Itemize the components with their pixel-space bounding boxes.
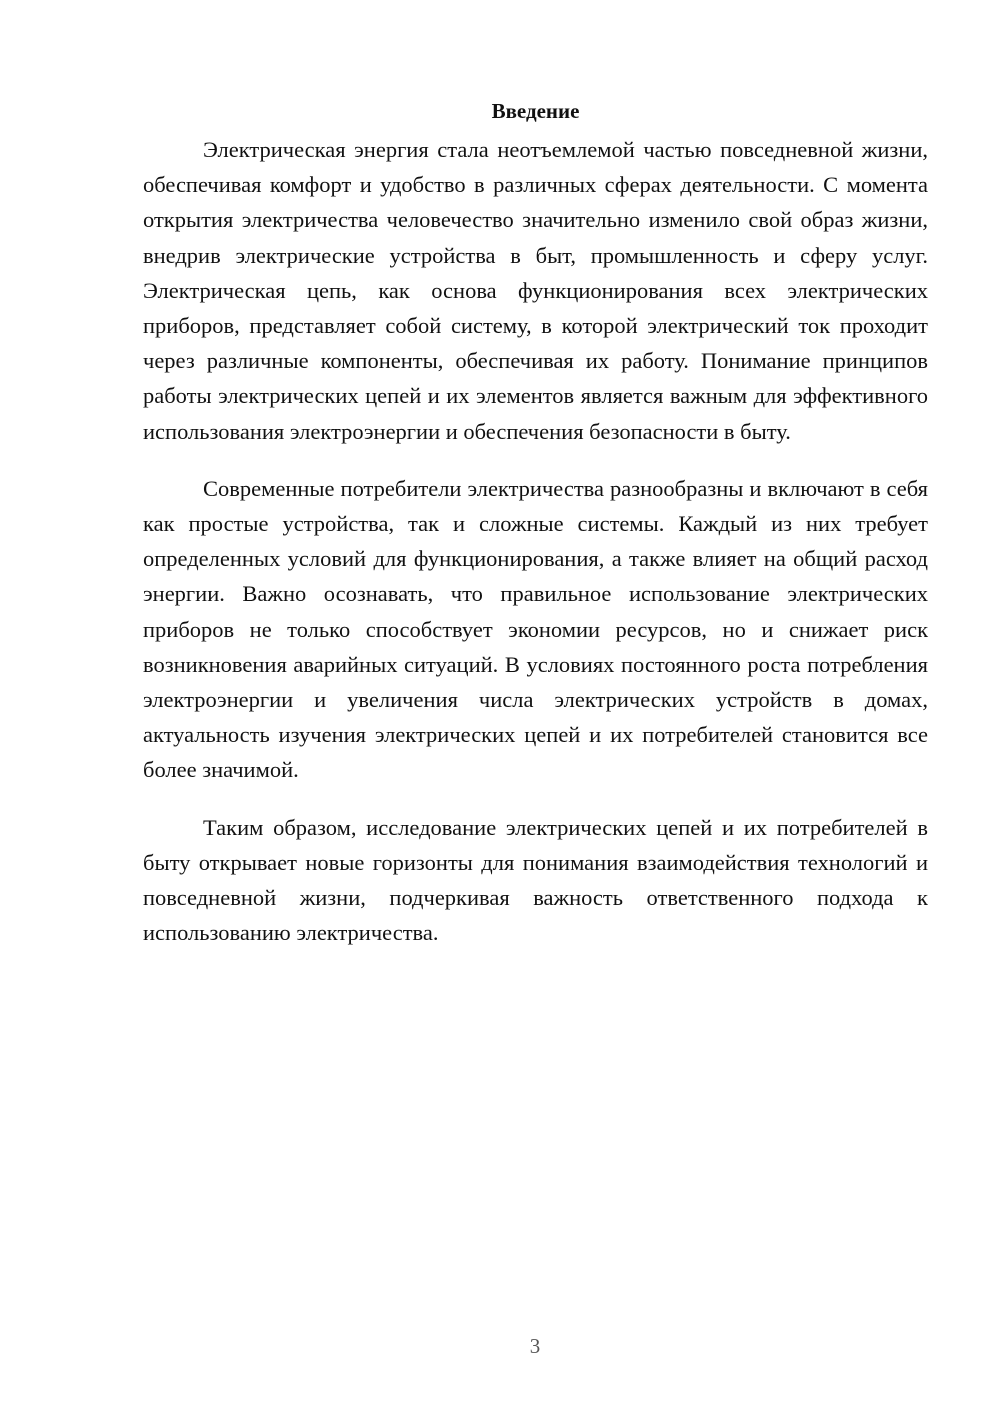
document-body xyxy=(143,92,928,950)
page-number: 3 xyxy=(529,1334,541,1358)
section-title: Введение xyxy=(491,99,580,123)
paragraph-2: Современные потребители электричества разнообразны и включают в себя как простые устройства, так и сложные системы. Каждый из них требует определенных условий для функционирования, а также влияет на общий расход энергии. Важно осознавать, что правильное использование электрических приборов не только способствует экономии ресурсов, но и снижает риск возникновения аварийных ситуаций. В условиях постоянного роста потребления электроэнергии и увеличения числа электрических устройств в домах, актуальность изучения электрических цепей и их потребителей становится все более значимой. xyxy=(143,475,928,783)
paragraph-3: Таким образом, исследование электрических цепей и их потребителей в быту открывает новые горизонты для понимания взаимодействия технологий и повседневной жизни, подчеркивая важность ответственного подхода к использованию электричества. xyxy=(143,814,928,946)
paragraph-1: Электрическая энергия стала неотъемлемой частью повседневной жизни, обеспечивая комфорт и удобство в различных сферах деятельности. С момента открытия электричества человечество значительно изменило свой образ жизни, внедрив электрические устройства в быт, промышленность и сферу услуг. Электрическая цепь, как основа функционирования всех электрических приборов, представляет собой систему, в которой электрический ток проходит через различные компоненты, обеспечивая их работу. Понимание принципов работы электрических цепей и их элементов является важным для эффективного использования электроэнергии и обеспечения безопасности в быту. xyxy=(143,137,928,444)
